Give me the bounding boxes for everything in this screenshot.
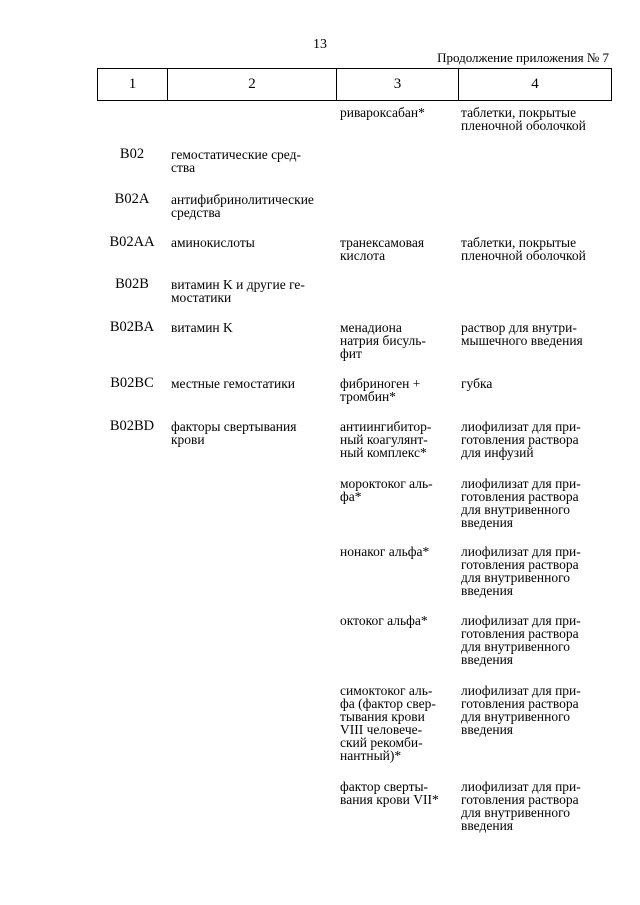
drug-name: транексамовая кислота: [340, 235, 425, 263]
dosage-form: лиофилизат для при- готовления раствора для внутривенного введения: [461, 544, 581, 598]
dosage-form: лиофилизат для при- готовления раствора для внутривенного введения: [461, 779, 581, 833]
group-name: витамин K: [171, 320, 233, 335]
page-number: 13: [313, 37, 327, 52]
dosage-form: таблетки, покрытые пленочной оболочкой: [461, 105, 586, 133]
column-header-1: 1: [98, 69, 168, 101]
drug-name: фибриноген + тромбин*: [340, 376, 421, 404]
atc-code: B02BD: [109, 418, 155, 434]
dosage-form: лиофилизат для при- готовления раствора для внутривенного введения: [461, 683, 581, 737]
drug-name: октоког альфа*: [340, 613, 428, 628]
group-name: витамин K и другие ге- мостатики: [171, 277, 305, 305]
drug-name: симоктоког аль- фа (фактор свер- тывания крови VIII человече- ский рекомби- нантный)*: [340, 683, 436, 763]
column-header-3: 3: [337, 69, 459, 101]
group-name: местные гемостатики: [171, 376, 296, 391]
drug-name: нонаког альфа*: [340, 544, 430, 559]
dosage-form: лиофилизат для при- готовления раствора для внутривенного введения: [461, 476, 581, 530]
atc-code: B02A: [114, 191, 150, 207]
atc-code: B02AA: [109, 234, 155, 250]
dosage-form: лиофилизат для при- готовления раствора для внутривенного введения: [461, 613, 581, 667]
group-name: гемостатические сред- ства: [171, 147, 301, 175]
column-header-2: 2: [168, 69, 337, 101]
drug-name: мороктоког аль- фа*: [340, 476, 433, 504]
dosage-form: раствор для внутри- мышечного введения: [461, 320, 583, 348]
column-header-table: [97, 68, 612, 101]
atc-code: B02BC: [110, 375, 154, 391]
drug-name: антиингибитор- ный коагулянт- ный комплекс*: [340, 419, 432, 460]
group-name: аминокислоты: [171, 235, 255, 250]
drug-name: менадиона натрия бисуль- фит: [340, 320, 426, 361]
dosage-form: губка: [461, 376, 493, 391]
atc-code: B02: [119, 146, 145, 162]
atc-code: B02BA: [109, 319, 155, 335]
atc-code: B02B: [115, 276, 149, 292]
column-header-4: 4: [459, 69, 612, 101]
drug-name: фактор сверты- вания крови VII*: [340, 779, 439, 807]
group-name: факторы свертывания крови: [171, 419, 297, 447]
dosage-form: лиофилизат для при- готовления раствора для инфузий: [461, 419, 581, 460]
continuation-note: Продолжение приложения № 7: [437, 50, 609, 65]
drug-name: ривароксабан*: [340, 105, 425, 120]
group-name: антифибринолитические средства: [171, 192, 314, 220]
dosage-form: таблетки, покрытые пленочной оболочкой: [461, 235, 586, 263]
